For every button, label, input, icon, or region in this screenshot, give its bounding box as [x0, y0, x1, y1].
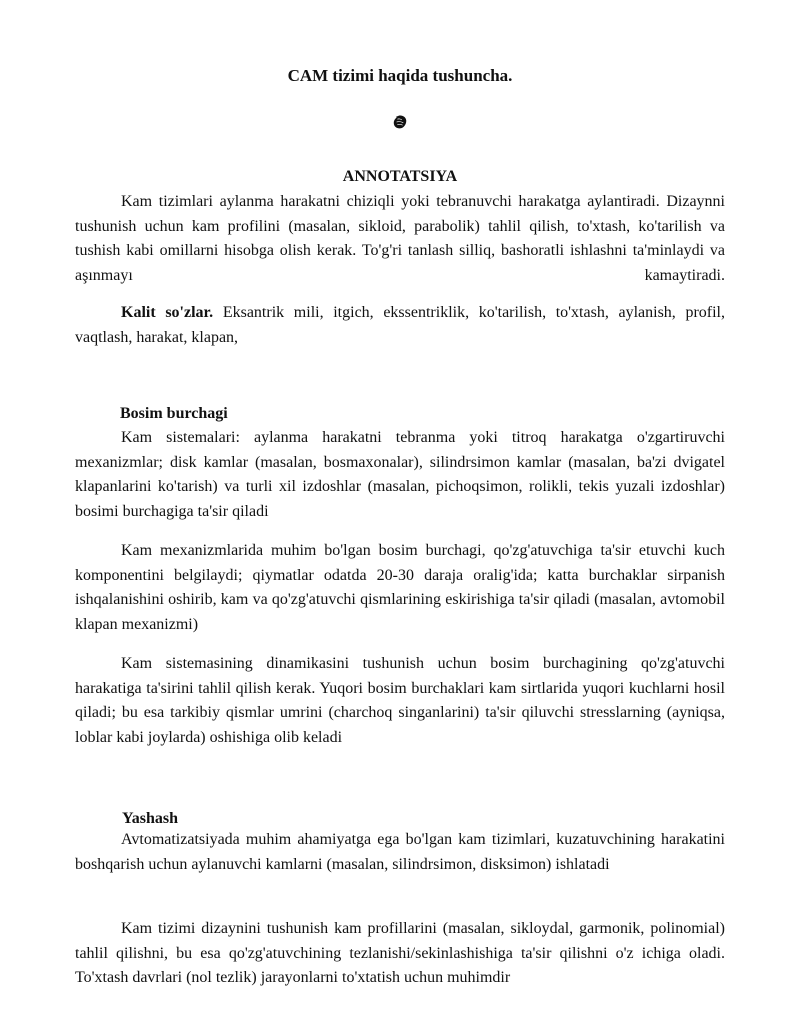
- document-title: CAM tizimi haqida tushuncha.: [287, 66, 513, 85]
- section-heading-pressure-angle: Bosim burchagi: [120, 405, 228, 422]
- section-heading-dwell: Yashash: [122, 810, 179, 827]
- annotation-paragraph: Kam tizimlari aylanma harakatni chiziqli yoki tebranuvchi harakatga aylantiradi. Dizaynni tushunish uchun kam profilini (masalan, sikloid, parabolik) tahlil qilish, to'xtash, ko'tarilish va tushish kabi omillarni hisobga olish kerak. To'g'ri tanlash silliq, bashoratli ishlashni ta'minlaydi va aşınmayı kamaytiradi.: [75, 193, 725, 284]
- section-paragraph: Avtomatizatsiyada muhim ahamiyatga ega bo'lgan kam tizimlari, kuzatuvchining harakatini boshqarish uchun aylanuvchi kamlarni (masalan, silindrsimon, disksimon) ishlatadi: [75, 831, 725, 873]
- section-paragraph: Kam tizimi dizaynini tushunish kam profillarini (masalan, sikloydal, garmonik, polinomial) tahlil qilishni, bu esa qo'zg'atuvchining tezlanishi/sekinlashishiga ta'sir qilishni o'z ichiga oladi. To'xtash davrlari (nol tezlik) jarayonlarni to'xtatish uchun muhimdir: [75, 920, 725, 986]
- section-paragraph: Kam sistemalari: aylanma harakatni tebranma yoki titroq harakatga o'zgartiruvchi mexanizmlar; disk kamlar (masalan, bosmaxonalar), silindrsimon kamlar (masalan, ba'zi dvigatel klapanlarini ko'tarish) va turli xil izdoshlar (masalan, pichoqsimon, rolikli, tekis yuzali izdoshlar) bosimi burchagiga ta'sir qiladi: [75, 429, 725, 520]
- keywords-text: Eksantrik mili, itgich, ekssentriklik, ko'tarilish, to'xtash, aylanish, profil, vaqtlash, harakat, klapan,: [75, 304, 726, 346]
- section-paragraph: Kam sistemasining dinamikasini tushunish uchun bosim burchagining qo'zg'atuvchi harakatiga ta'sirini tahlil qilish kerak. Yuqori bosim burchaklari kam sirtlarida yuqori kuchlarni hosil qiladi; bu esa tarkibiy qismlar umrini (charchoq singanlarini) ta'sir qiluvchi stresslarning (ayniqsa, loblar kabi joylarda) oshishiga olib keladi: [75, 655, 725, 746]
- section-paragraph: Kam mexanizmlarida muhim bo'lgan bosim burchagi, qo'zg'atuvchiga ta'sir etuvchi kuch komponentini belgilaydi; qiymatlar odatda 20-30 daraja oralig'ida; katta burchaklar sirpanish ishqalanishini oshirib, kam va qo'zg'atuvchi qismlarining eskirishiga ta'sir qiladi (masalan, avtomobil klapan mexanizmi): [75, 542, 725, 633]
- annotation-heading: ANNOTATSIYA: [342, 168, 458, 185]
- keywords-label: Kalit so'zlar.: [121, 304, 214, 321]
- keywords-paragraph: [75, 301, 725, 350]
- ink-blot-icon: [392, 114, 408, 130]
